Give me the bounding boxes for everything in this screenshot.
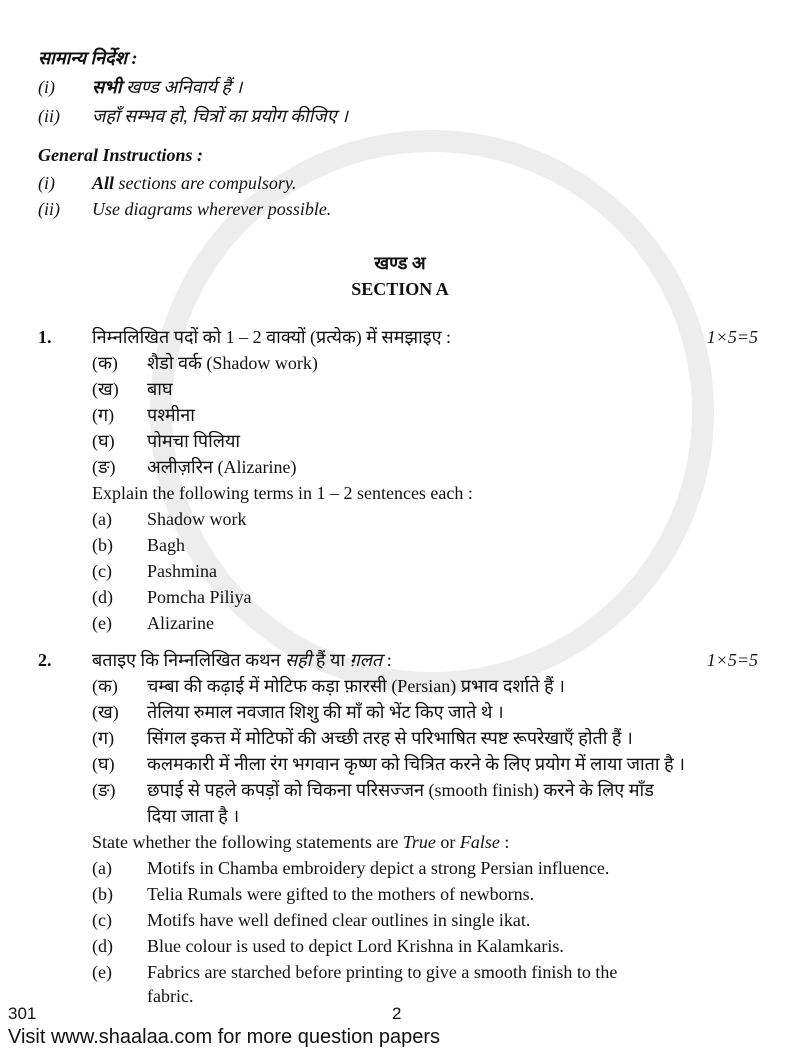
question-marks: 1×5=5 (706, 650, 758, 670)
item-text: Alizarine (147, 613, 214, 633)
item-text: Pomcha Piliya (147, 587, 252, 607)
footer-link[interactable]: Visit www.shaalaa.com for more question papers (8, 1026, 441, 1048)
question-prompt-hi: निम्नलिखित पदों को 1 – 2 वाक्यों (प्रत्येक) में समझाइए : (92, 327, 452, 347)
section-heading (0, 250, 800, 302)
item-text: चम्बा की कढ़ाई में मोटिफ कड़ा फ़ारसी (Persian) प्रभाव दर्शाते हैं । (147, 676, 565, 696)
prompt-false: False (459, 832, 500, 852)
item-label: (ग) (92, 728, 115, 748)
prompt-true: सही (285, 650, 312, 670)
item-text: खण्ड अनिवार्य हैं । (121, 77, 243, 97)
general-instructions-hindi (0, 45, 800, 129)
question-prompt-en (92, 829, 509, 855)
item-text: शैडो वर्क (Shadow work) (147, 353, 318, 373)
section-title-hi: खण्ड अ (374, 253, 426, 273)
item-label: (b) (92, 884, 113, 904)
item-text: जहाँ सम्भव हो, चित्रों का प्रयोग कीजिए । (92, 106, 348, 126)
item-text: अलीज़रिन (Alizarine) (147, 457, 297, 477)
item-bold: सभी (92, 77, 122, 97)
prompt-false: ग़लत (349, 650, 383, 670)
item-label: (b) (92, 535, 113, 555)
item-label: (e) (92, 613, 112, 633)
item-label: (घ) (92, 754, 115, 774)
prompt-text: बताइए कि निम्नलिखित कथन (92, 650, 286, 670)
instructions-title-hi: सामान्य निर्देश : (38, 48, 138, 68)
item-text: Pashmina (147, 561, 217, 581)
question-2 (0, 647, 800, 1007)
item-label: (घ) (92, 431, 115, 451)
item-text: Fabrics are starched before printing to give a smooth finish to the (147, 962, 618, 982)
item-label: (e) (92, 962, 112, 982)
item-num: (i) (38, 173, 55, 193)
question-prompt-hi (92, 647, 392, 673)
item-text: पोमचा पिलिया (147, 431, 241, 451)
item-label: (ख) (92, 379, 119, 399)
item-text: Shadow work (147, 509, 247, 529)
item-text: Use diagrams wherever possible. (92, 199, 332, 219)
paper-code: 301 (8, 1004, 37, 1023)
item-label: (a) (92, 509, 112, 529)
question-prompt-en: Explain the following terms in 1 – 2 sentences each : (92, 483, 473, 503)
item-label: (a) (92, 858, 112, 878)
question-1 (0, 324, 800, 636)
item-num: (ii) (38, 106, 60, 126)
prompt-text: : (499, 832, 510, 852)
prompt-true: True (402, 832, 436, 852)
page-number: 2 (392, 1004, 402, 1023)
item-label: (क) (92, 676, 118, 696)
item-text: sections are compulsory. (114, 173, 297, 193)
item-text-cont: दिया जाता है । (147, 806, 240, 826)
item-text: Blue colour is used to depict Lord Krishna in Kalamkaris. (147, 936, 564, 956)
general-instructions-english (0, 142, 800, 222)
question-number: 1. (38, 327, 52, 347)
item-text: पश्मीना (147, 405, 195, 425)
item-text: बाघ (147, 379, 173, 399)
prompt-text: हैं या (311, 650, 350, 670)
item-label: (ङ) (92, 457, 116, 477)
item-label: (d) (92, 587, 113, 607)
instructions-title-en: General Instructions : (38, 145, 204, 165)
item-bold: All (92, 173, 115, 193)
item-label: (d) (92, 936, 113, 956)
item-text: तेलिया रुमाल नवजात शिशु की माँ को भेंट किए जाते थे । (147, 702, 504, 722)
question-number: 2. (38, 650, 52, 670)
item-num: (ii) (38, 199, 60, 219)
item-text-cont: fabric. (147, 986, 194, 1006)
section-title-en: SECTION A (351, 279, 449, 299)
item-num: (i) (38, 77, 55, 97)
item-text: कलमकारी में नीला रंग भगवान कृष्ण को चित्रित करने के लिए प्रयोग में लाया जाता है । (147, 754, 685, 774)
item-label: (ख) (92, 702, 119, 722)
prompt-text: : (382, 650, 392, 670)
item-label: (c) (92, 910, 112, 930)
item-label: (c) (92, 561, 112, 581)
item-label: (ङ) (92, 780, 116, 800)
item-label: (ग) (92, 405, 115, 425)
item-label: (क) (92, 353, 118, 373)
item-text: Bagh (147, 535, 185, 555)
item-text: Telia Rumals were gifted to the mothers of newborns. (147, 884, 535, 904)
prompt-text: or (435, 832, 460, 852)
item-text: Motifs have well defined clear outlines in single ikat. (147, 910, 531, 930)
prompt-text: State whether the following statements are (92, 832, 403, 852)
question-marks: 1×5=5 (706, 327, 758, 347)
item-text: Motifs in Chamba embroidery depict a strong Persian influence. (147, 858, 610, 878)
item-text: छपाई से पहले कपड़ों को चिकना परिसज्जन (smooth finish) करने के लिए माँड (147, 780, 654, 800)
item-text: सिंगल इकत्त में मोटिफों की अच्छी तरह से परिभाषित स्पष्ट रूपरेखाएँ होती हैं । (147, 728, 633, 748)
